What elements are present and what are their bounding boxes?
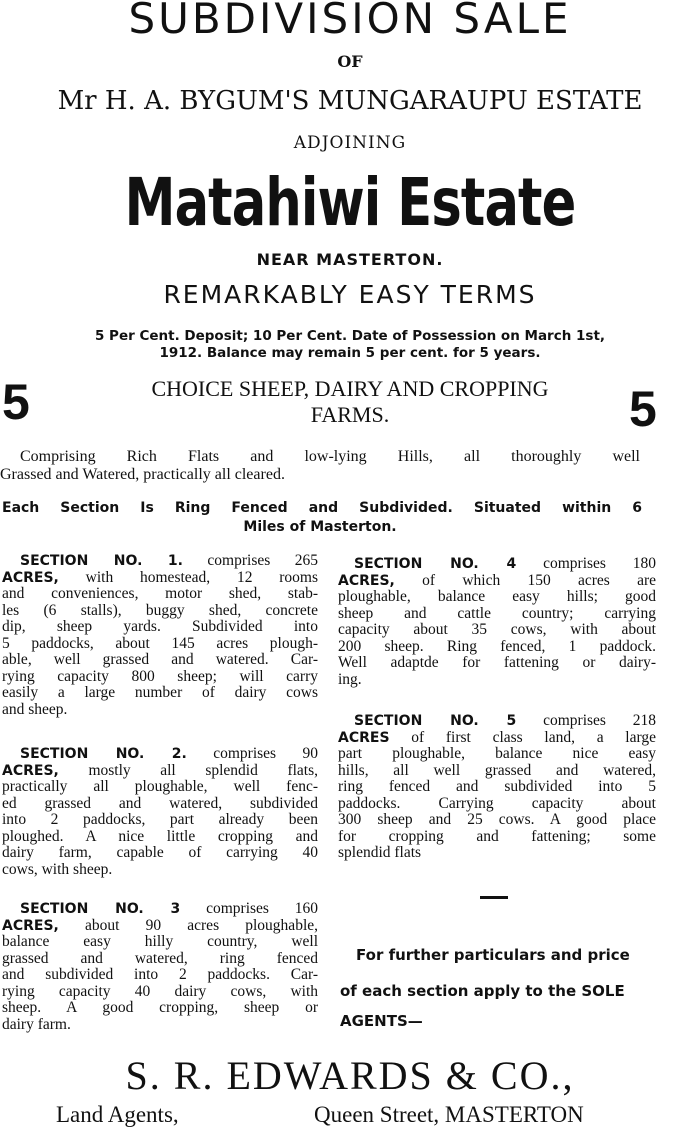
- of-word: OF: [337, 52, 363, 71]
- terms-heading: REMARKABLY EASY TERMS: [163, 280, 537, 309]
- agent-address: Queen Street, MASTERTON: [314, 1102, 584, 1127]
- adjoining-word: ADJOINING: [293, 133, 407, 153]
- section-1-line: easily a large number of dairy cows: [2, 684, 318, 701]
- section-1-line: comprises 265: [207, 552, 318, 569]
- section-3-acres: ACRES,: [2, 917, 59, 934]
- section-2-line: ploughed. A nice little cropping and: [2, 827, 318, 845]
- section-5-line: paddocks. Carrying capacity about: [338, 794, 656, 812]
- farm-count-left: 5: [2, 374, 30, 430]
- section-5-line: 300 sheep and 25 cows. A good place: [338, 811, 656, 828]
- section-2-line: ed grassed and watered, subdivided: [2, 794, 318, 812]
- section-1-line: dip, sheep yards. Subdivided into: [2, 618, 318, 635]
- section-5-line: comprises 218: [543, 712, 656, 729]
- section-1-line: with homestead, 12 rooms: [85, 568, 319, 586]
- section-5-line: ring fenced and subdivided into 5: [338, 778, 656, 795]
- section-3: [2, 901, 318, 1033]
- section-2-line: into 2 paddocks, part already been: [2, 811, 318, 828]
- section-1-line: rying capacity 800 sheep; will carry: [2, 667, 318, 685]
- section-2-line: comprises 90: [213, 745, 318, 762]
- ring-fenced-line-1: Each Section Is Ring Fenced and Subdivided. Situated within 6: [2, 500, 642, 516]
- farm-count-right: 5: [629, 381, 657, 437]
- section-3-line: sheep. A good cropping, sheep or: [2, 999, 318, 1016]
- section-2-line: mostly all splendid flats,: [88, 761, 319, 779]
- section-2: [2, 746, 318, 878]
- owner-estate-line: Mr H. A. BYGUM'S MUNGARAUPU ESTATE: [57, 86, 643, 116]
- section-5-line: of first class land, a large: [411, 728, 656, 746]
- section-5-line: splendid flats: [338, 844, 422, 861]
- section-3-line: comprises 160: [206, 900, 318, 917]
- section-5-acres: ACRES: [338, 729, 390, 746]
- section-2-line: practically all ploughable, well fenc-: [2, 778, 318, 795]
- section-3-line: and subdivided into 2 paddocks. Car-: [2, 966, 318, 983]
- section-1-line: and conveniences, motor shed, stab-: [2, 585, 318, 602]
- section-1-line: 5 paddocks, about 145 acres plough-: [2, 634, 318, 652]
- ring-fenced-line-2: Miles of Masterton.: [243, 519, 397, 535]
- section-3-line: about 90 acres ploughable,: [85, 916, 318, 934]
- section-3-line: dairy farm.: [2, 1015, 71, 1033]
- farms-heading-line-1: CHOICE SHEEP, DAIRY AND CROPPING: [151, 376, 549, 401]
- section-4-line: ploughable, balance easy hills; good: [338, 588, 656, 605]
- section-1-line: les (6 stalls), buggy shed, concrete: [2, 601, 318, 619]
- estate-name: Matahiwi Estate: [124, 164, 576, 241]
- section-2-acres: ACRES,: [2, 762, 59, 779]
- further-particulars-line-1: For further particulars and price: [356, 946, 630, 964]
- section-3-heading: SECTION NO. 3: [20, 901, 181, 917]
- farms-heading-line-2: FARMS.: [310, 402, 390, 427]
- section-2-heading: SECTION NO. 2.: [20, 746, 187, 762]
- section-1-line: and sheep.: [2, 700, 68, 718]
- near-masterton: NEAR MASTERTON.: [256, 250, 444, 269]
- section-4-line: sheep and cattle country; carrying: [338, 604, 656, 622]
- section-4-line: ing.: [338, 670, 362, 688]
- further-particulars-line-3: AGENTS—: [340, 1012, 423, 1030]
- section-divider: [480, 896, 508, 899]
- section-4-line: Well adaptde for fattening or dairy-: [338, 654, 656, 671]
- section-1-heading: SECTION NO. 1.: [20, 553, 183, 569]
- terms-line-2: 1912. Balance may remain 5 per cent. for 5 years.: [159, 345, 541, 361]
- section-4: [338, 556, 656, 688]
- comprising-line-2: Grassed and Watered, practically all cleared.: [0, 466, 285, 483]
- section-4-heading: SECTION NO. 4: [354, 556, 517, 572]
- section-4-line: capacity about 35 cows, with about: [338, 621, 656, 638]
- land-agents-label: Land Agents,: [56, 1102, 179, 1127]
- section-5-line: for cropping and fattening; some: [338, 827, 656, 845]
- section-2-line: cows, with sheep.: [2, 860, 113, 878]
- section-5-line: part ploughable, balance nice easy: [338, 745, 656, 762]
- section-5-line: hills, all well grassed and watered,: [338, 761, 656, 779]
- section-4-line: of which 150 acres are: [422, 571, 657, 589]
- section-4-line: comprises 180: [543, 555, 656, 572]
- section-4-acres: ACRES,: [338, 572, 395, 589]
- advert-title: SUBDIVISION SALE: [128, 0, 572, 43]
- section-5-heading: SECTION NO. 5: [354, 713, 517, 729]
- comprising-line-1: Comprising Rich Flats and low-lying Hills, all thoroughly well: [20, 448, 640, 465]
- section-2-line: dairy farm, capable of carrying 40: [2, 844, 318, 861]
- section-3-line: rying capacity 40 dairy cows, with: [2, 982, 318, 1000]
- terms-line-1: 5 Per Cent. Deposit; 10 Per Cent. Date of Possession on March 1st,: [94, 328, 606, 344]
- section-4-line: 200 sheep. Ring fenced, 1 paddock.: [338, 637, 656, 655]
- section-1: [2, 553, 318, 718]
- section-3-line: balance easy hilly country, well: [2, 933, 318, 950]
- agent-firm-name: S. R. EDWARDS & CO.,: [125, 1053, 575, 1098]
- section-1-acres: ACRES,: [2, 569, 59, 586]
- section-1-line: able, well grassed and watered. Car-: [2, 651, 318, 668]
- section-5: [338, 713, 656, 862]
- section-3-line: grassed and watered, ring fenced: [2, 949, 318, 967]
- further-particulars-line-2: of each section apply to the SOLE: [340, 982, 625, 1000]
